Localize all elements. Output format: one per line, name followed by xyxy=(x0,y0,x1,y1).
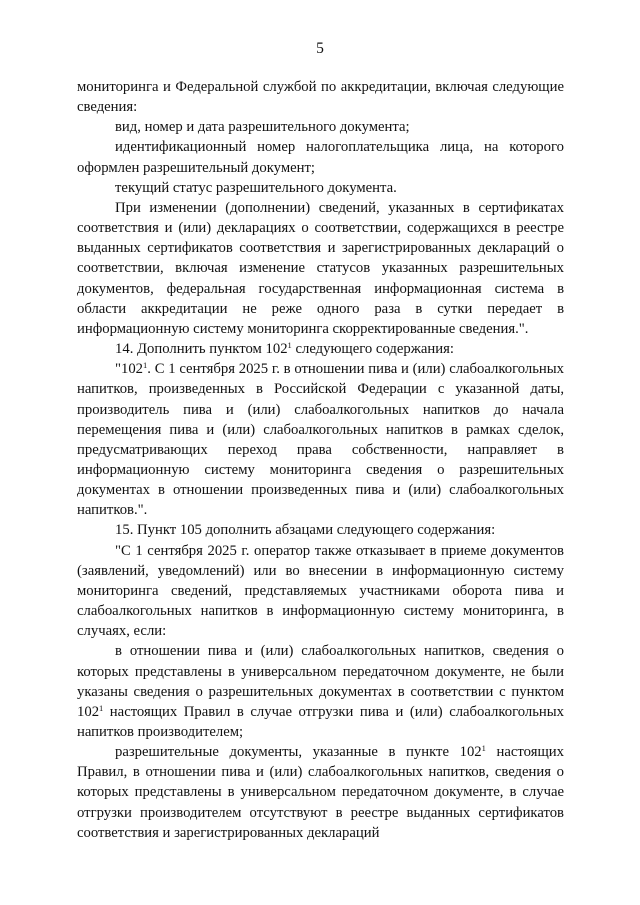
page-number: 5 xyxy=(316,40,324,57)
superscript-marker: 1 xyxy=(143,360,148,371)
paragraph: "С 1 сентября 2025 г. оператор также отказывает в приеме документов (заявлений, уведомлений) или во внесении в информационную систему мониторинга сведений, представляемых участниками оборота пива и слабоалкогольных напитков в информационную систему мониторинга, в случаях, если: xyxy=(77,542,564,640)
paragraph: вид, номер и дата разрешительного документа; xyxy=(115,119,410,136)
paragraph: "$102^1$. С 1 сентября 2025 г. в отношении пива и (или) слабоалкогольных напитков, произведенных в Российской Федерации с указанной даты, производитель пива и (или) слабоалкогольных напитков до начала перемещения пива и (или) слабоалкогольных напитков в рамках сделок, предусматривающих переход права собственности, направляет в информационную систему мониторинга сведения о разрешительных документах в отношении произведенных пива и (или) слабоалкогольных напитков.". xyxy=(77,360,564,519)
paragraph: идентификационный номер налогоплательщика лица, на которого оформлен разрешительный документ; xyxy=(77,139,564,176)
paragraph: При изменении (дополнении) сведений, указанных в сертификатах соответствия и (или) декларациях о соответствии, содержащихся в реестре выданных сертификатов соответствия и зарегистрированных деклараций о соответствии, включая изменение статусов указанных разрешительных документов, федеральная государственная информационная система в области аккредитации не реже одного раза в сутки передает в информационную систему мониторинга скорректированные сведения.". xyxy=(77,199,564,337)
paragraph: 14. Дополнить пунктом $102^1$ следующего содержания: xyxy=(115,340,454,358)
superscript-marker: 1 xyxy=(287,340,292,351)
paragraph: мониторинга и Федеральной службой по аккредитации, включая следующие сведения: xyxy=(77,79,564,116)
superscript-marker: 1 xyxy=(99,702,104,713)
paragraph: 15. Пункт 105 дополнить абзацами следующего содержания: xyxy=(115,522,496,539)
paragraph: текущий статус разрешительного документа. xyxy=(115,179,397,196)
document-body xyxy=(77,77,564,843)
paragraph: разрешительные документы, указанные в пункте $102^1$ настоящих Правил, в отношении пива и (или) слабоалкогольных напитков, сведения о которых представлены в универсальном передаточном документе, в случае отгрузки производителем отсутствуют в реестре выданных сертификатов соответствия и зарегистрированных деклараций xyxy=(77,743,564,841)
superscript-marker: 1 xyxy=(481,743,486,754)
paragraph: в отношении пива и (или) слабоалкогольных напитков, сведения о которых представлены в универсальном передаточном документе, не были указаны сведения о разрешительных документах в соответствии с пунктом $102^1$ настоящих Правил в случае отгрузки пива и (или) слабоалкогольных напитков производителем; xyxy=(77,643,564,740)
